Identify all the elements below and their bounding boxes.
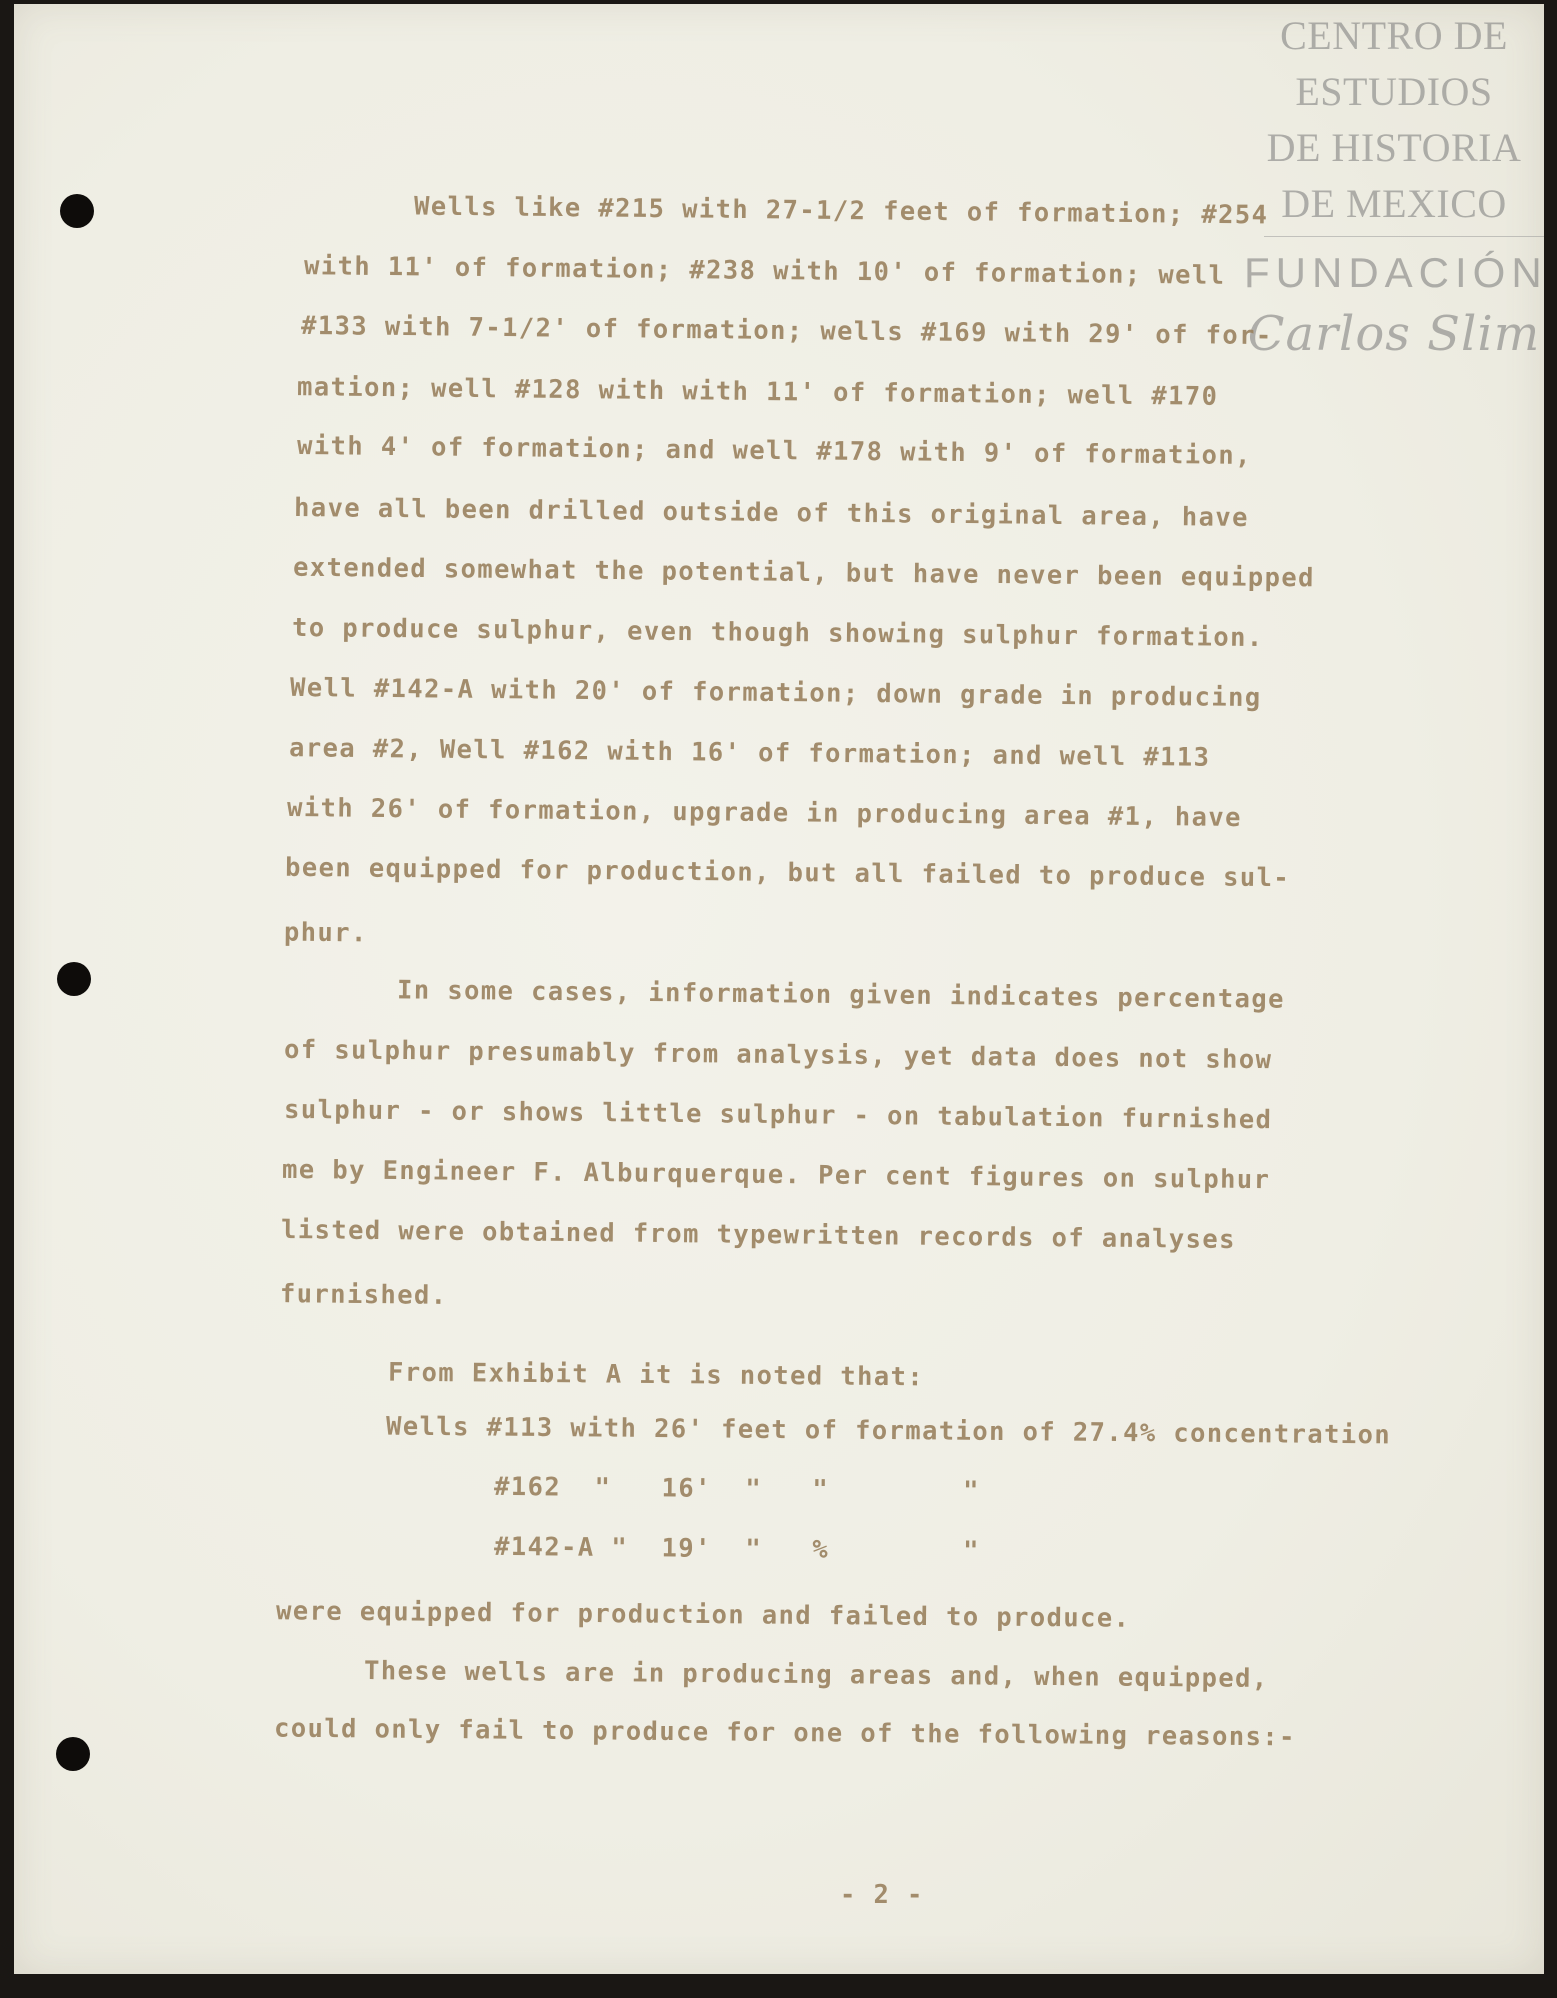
text-line-9: Well #142-A with 20' of formation; down grade in producing (289, 672, 1262, 714)
text-line-18: listed were obtained from typewritten records of analyses (280, 1215, 1237, 1255)
punch-hole-bottom (56, 1737, 90, 1771)
watermark-line-1: CENTRO DE (1280, 13, 1508, 58)
text-line-6: have all been drilled outside of this original area, have (293, 493, 1250, 533)
text-line-12: been equipped for production, but all failed to produce sul- (284, 852, 1291, 894)
text-line-11: with 26' of formation, upgrade in producing area #1, have (286, 793, 1243, 833)
document-page (14, 4, 1548, 1974)
watermark-signature: Carlos Slim (1247, 306, 1541, 362)
punch-hole-top (60, 194, 94, 228)
text-line-3: #133 with 7-1/2' of formation; wells #169 with 29' of for- (300, 310, 1273, 352)
text-line-21: Wells #113 with 26' feet of formation of 27.4% concentration (385, 1411, 1392, 1451)
text-line-2: with 11' of formation; #238 with 10' of formation; well (303, 251, 1226, 291)
archive-watermark (1244, 8, 1548, 365)
text-line-25: These wells are in producing areas and, when equipped, (363, 1656, 1269, 1694)
punch-hole-middle (57, 962, 91, 996)
watermark-line-3: DE HISTORIA (1266, 125, 1522, 170)
watermark-line-2: ESTUDIOS (1295, 69, 1493, 114)
text-line-22: #162 " 16' " " " (493, 1471, 980, 1507)
text-line-15: of sulphur presumably from analysis, yet data does not show (283, 1034, 1273, 1076)
text-line-19: furnished. (279, 1279, 448, 1311)
text-line-23: #142-A " 19' " % " (493, 1531, 980, 1567)
text-line-20: From Exhibit A it is noted that: (387, 1357, 925, 1393)
watermark-line-4: DE MEXICO (1281, 181, 1507, 226)
text-line-26: could only fail to produce for one of the following reasons:- (273, 1713, 1297, 1753)
text-line-13: phur. (283, 917, 368, 949)
text-line-5: with 4' of formation; and well #178 with 9' of formation, (296, 431, 1253, 471)
text-line-10: area #2, Well #162 with 16' of formation; and well #113 (288, 733, 1211, 773)
text-line-16: sulphur - or shows little sulphur - on tabulation furnished (283, 1094, 1273, 1136)
text-line-24: were equipped for production and failed to produce. (275, 1596, 1131, 1634)
watermark-fundacion: FUNDACIÓN (1244, 249, 1548, 296)
text-line-1: Wells like #215 with 27-1/2 feet of formation; #254 (413, 191, 1269, 231)
text-line-4: mation; well #128 with with 11' of formation; well #170 (296, 372, 1219, 412)
text-line-7: extended somewhat the potential, but have never been equipped (292, 552, 1316, 594)
page-number: - 2 - (840, 1880, 924, 1910)
text-line-17: me by Engineer F. Alburquerque. Per cent figures on sulphur (281, 1154, 1271, 1196)
text-line-14: In some cases, information given indicates percentage (396, 975, 1286, 1015)
text-line-8: to produce sulphur, even though showing sulphur formation. (291, 612, 1264, 654)
watermark-divider (1264, 236, 1544, 237)
